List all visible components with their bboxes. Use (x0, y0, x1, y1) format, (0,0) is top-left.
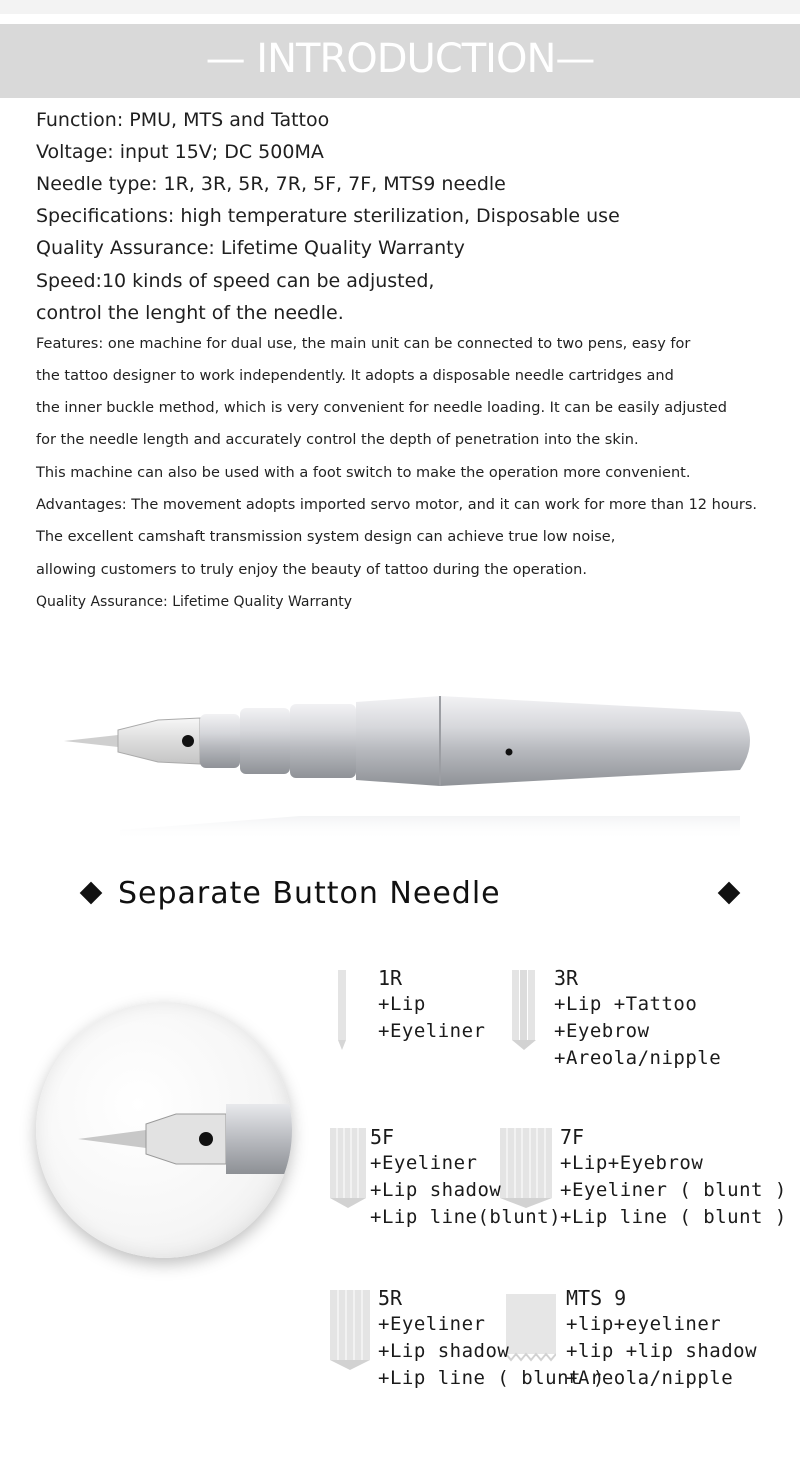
needle-name: 7F (560, 1125, 585, 1149)
needle-use: +Lip+Eyebrow (560, 1152, 704, 1174)
needle-use: +Eyeliner ( blunt ) (560, 1179, 787, 1201)
needle-1r (378, 965, 485, 1045)
quality-line: Quality Assurance: Lifetime Quality Warranty (36, 594, 353, 610)
needle-use: +Lip line(blunt) (370, 1206, 562, 1228)
needle-mts9 (566, 1285, 757, 1392)
spec-needle-type: Needle type: 1R, 3R, 5R, 7R, 5F, 7F, MTS9 needle (36, 173, 506, 195)
pen-illustration (0, 640, 800, 870)
needle-3r-image (510, 970, 538, 1050)
needle-name: 5F (370, 1125, 395, 1149)
needle-use: +Lip shadow (370, 1179, 502, 1201)
pen-button-dot (506, 749, 513, 756)
cartridge-closeup-image (36, 1002, 292, 1258)
features-line-1: Features: one machine for dual use, the main unit can be connected to two pens, easy for (36, 336, 691, 352)
needle-use: +Areola/nipple (554, 1047, 722, 1069)
advantages-line-1: Advantages: The movement adopts imported servo motor, and it can work for more than 12 hours. (36, 497, 758, 513)
top-strip (0, 0, 800, 14)
cartridge-closeup (36, 1002, 292, 1258)
spec-voltage: Voltage: input 15V; DC 500MA (36, 141, 324, 163)
needle-use: +lip +lip shadow (566, 1340, 758, 1362)
features-line-5: This machine can also be used with a foot switch to make the operation more convenient. (36, 465, 691, 481)
spec-quality: Quality Assurance: Lifetime Quality Warranty (36, 237, 465, 259)
needle-1r-image (334, 970, 350, 1050)
needle-use: +Lip line ( blunt ) (560, 1206, 787, 1228)
needle-use: +Lip line ( blunt ) (378, 1367, 605, 1389)
needle-5f-image (330, 1128, 366, 1208)
needle-name: MTS 9 (566, 1286, 627, 1310)
diamond-bullet-right-icon (718, 882, 741, 905)
features-line-3: the inner buckle method, which is very convenient for needle loading. It can be easily adjusted (36, 400, 727, 416)
needle-use: +Lip +Tattoo (554, 993, 698, 1015)
pen-body (356, 696, 750, 786)
pen-body-front (290, 704, 356, 778)
needle-name: 1R (378, 966, 403, 990)
needle-use: +Lip (378, 993, 426, 1015)
needle-use: +Eyeliner (378, 1020, 486, 1042)
intro-title: — INTRODUCTION— (205, 36, 595, 82)
needle-7f (560, 1124, 787, 1231)
advantages-line-2: The excellent camshaft transmission system design can achieve true low noise, (36, 529, 616, 545)
needle-5f (370, 1124, 561, 1231)
needle-name: 5R (378, 1286, 403, 1310)
cartridge-dot (182, 735, 194, 747)
needle-use: +Eyeliner (370, 1152, 478, 1174)
pen-grip-ring (200, 714, 240, 768)
needle-name: 3R (554, 966, 579, 990)
advantages-line-3: allowing customers to truly enjoy the beauty of tattoo during the operation. (36, 562, 587, 578)
features-line-2: the tattoo designer to work independently. It adopts a disposable needle cartridges and (36, 368, 674, 384)
needle-tip (64, 735, 118, 747)
needle-use: +Areola/nipple (566, 1367, 734, 1389)
pen-reflection (120, 816, 740, 840)
needle-3r (554, 965, 721, 1072)
spec-function: Function: PMU, MTS and Tattoo (36, 109, 330, 131)
spec-needle-length: control the lenght of the needle. (36, 302, 344, 324)
needle-5r-image (330, 1290, 370, 1370)
pen-grip (240, 708, 290, 774)
diamond-bullet-left-icon (80, 882, 103, 905)
features-line-4: for the needle length and accurately control the depth of penetration into the skin. (36, 432, 639, 448)
needle-use: +Lip shadow (378, 1340, 510, 1362)
needle-use: +Eyeliner (378, 1313, 486, 1335)
needle-use: +Eyebrow (554, 1020, 650, 1042)
section-title: Separate Button Needle (118, 876, 501, 911)
needle-use: +lip+eyeliner (566, 1313, 722, 1335)
intro-banner (0, 24, 800, 98)
spec-speed: Speed:10 kinds of speed can be adjusted, (36, 270, 435, 292)
spec-specifications: Specifications: high temperature sterilization, Disposable use (36, 205, 620, 227)
